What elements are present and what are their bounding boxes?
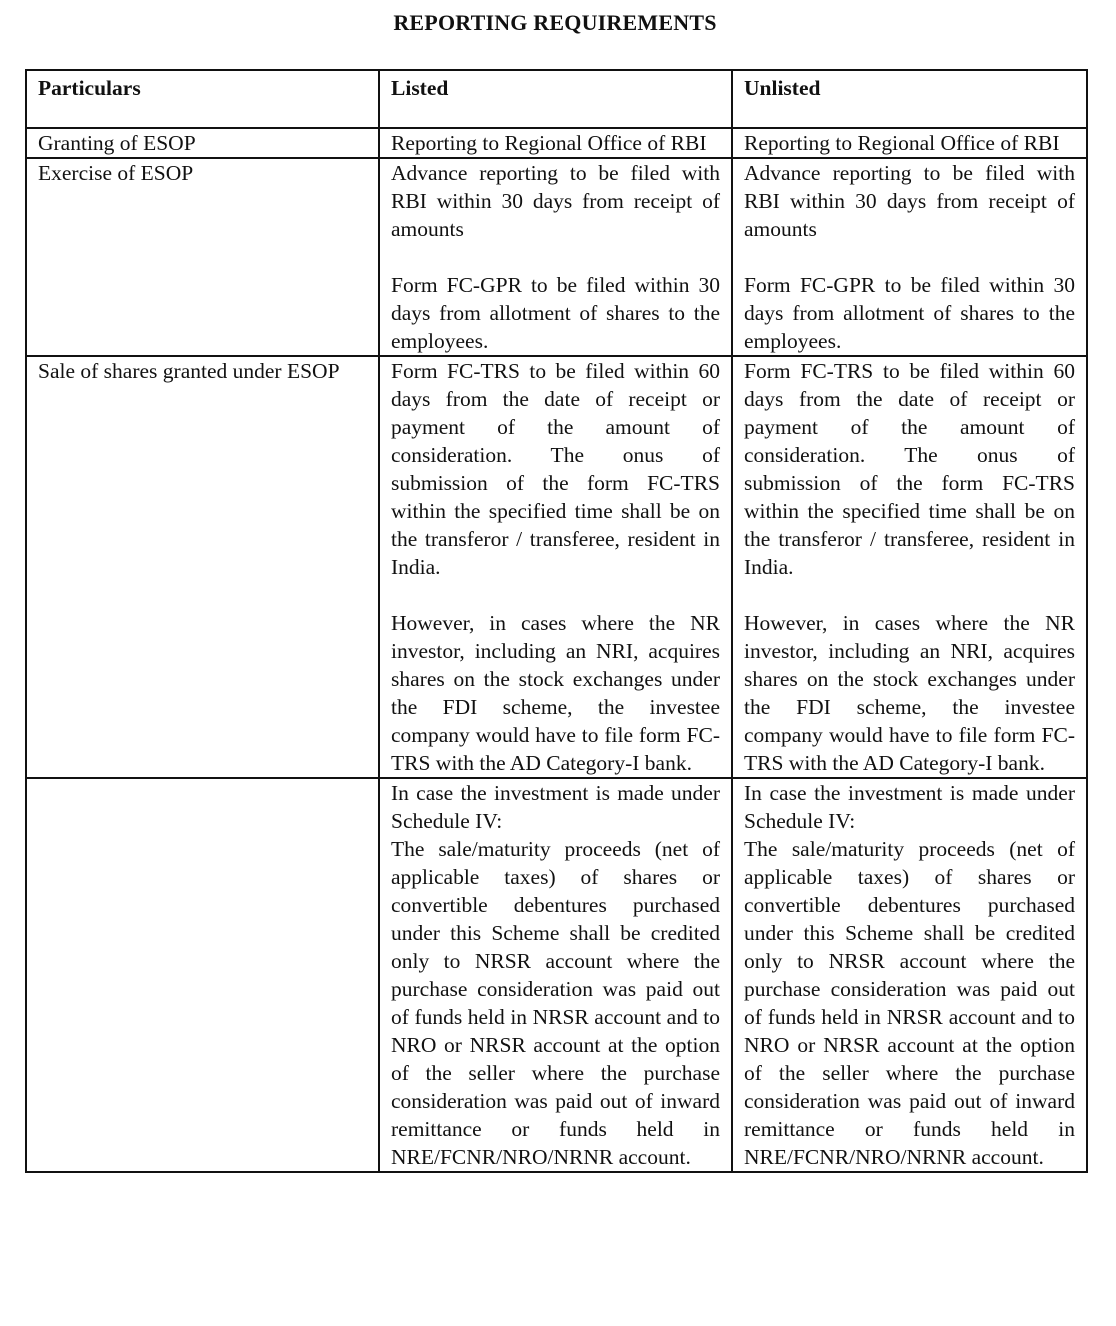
particular-text: Granting of ESOP (38, 131, 196, 155)
particular-cell (26, 356, 379, 778)
listed-text: Form FC-TRS to be filed within 60 days from the date of receipt or payment of the amount of consideration. The onus of submission of the form FC-TRS within the specified time shall be on the transferor / transferee, resident in India. (391, 359, 720, 579)
unlisted-text: Advance reporting to be filed with RBI within 30 days from receipt of amounts (744, 161, 1075, 241)
unlisted-text: However, in cases where the NR investor, including an NRI, acquires shares on the stock exchanges under the FDI scheme, the investee company would have to file form FC-TRS with the AD Category-I bank. (744, 611, 1075, 775)
listed-cell (379, 128, 732, 158)
table-row (26, 158, 1087, 356)
table-row (26, 356, 1087, 778)
page-title: REPORTING REQUIREMENTS (393, 10, 717, 35)
listed-text: In case the investment is made under Schedule IV: (391, 781, 720, 833)
header-particulars: Particulars (26, 70, 379, 128)
header-row (26, 70, 1087, 128)
unlisted-text: The sale/maturity proceeds (net of applicable taxes) of shares or convertible debentures purchased under this Scheme shall be credited only to NRSR account where the purchase consideration was paid out of funds held in NRSR account and to NRO or NRSR account at the option of the seller where the purchase consideration was paid out of inward remittance or funds held in NRE/FCNR/NRO/NRNR account. (744, 837, 1075, 1169)
listed-cell (379, 158, 732, 356)
unlisted-cell (732, 128, 1087, 158)
listed-text: The sale/maturity proceeds (net of applicable taxes) of shares or convertible debentures purchased under this Scheme shall be credited only to NRSR account where the purchase consideration was paid out of funds held in NRSR account and to NRO or NRSR account at the option of the seller where the purchase consideration was paid out of inward remittance or funds held in NRE/FCNR/NRO/NRNR account. (391, 837, 720, 1169)
particular-cell (26, 778, 379, 1172)
listed-text: However, in cases where the NR investor, including an NRI, acquires shares on the stock exchanges under the FDI scheme, the investee company would have to file form FC-TRS with the AD Category-I bank. (391, 611, 720, 775)
particular-text: Sale of shares granted under ESOP (38, 359, 340, 383)
particular-cell (26, 158, 379, 356)
listed-cell (379, 778, 732, 1172)
unlisted-text: Form FC-TRS to be filed within 60 days from the date of receipt or payment of the amount of consideration. The onus of submission of the form FC-TRS within the specified time shall be on the transferor / transferee, resident in India. (744, 359, 1075, 579)
unlisted-text: Reporting to Regional Office of RBI (744, 131, 1060, 155)
particular-text: Exercise of ESOP (38, 161, 194, 185)
unlisted-cell (732, 158, 1087, 356)
reporting-requirements-table (25, 69, 1088, 1173)
header-unlisted: Unlisted (732, 70, 1087, 128)
unlisted-text: In case the investment is made under Schedule IV: (744, 781, 1075, 833)
unlisted-cell (732, 356, 1087, 778)
table-row (26, 128, 1087, 158)
particular-cell (26, 128, 379, 158)
header-listed: Listed (379, 70, 732, 128)
listed-text: Advance reporting to be filed with RBI within 30 days from receipt of amounts (391, 161, 720, 241)
table-row (26, 778, 1087, 1172)
listed-cell (379, 356, 732, 778)
unlisted-text: Form FC-GPR to be filed within 30 days from allotment of shares to the employees. (744, 273, 1075, 353)
listed-text: Reporting to Regional Office of RBI (391, 131, 707, 155)
unlisted-cell (732, 778, 1087, 1172)
listed-text: Form FC-GPR to be filed within 30 days from allotment of shares to the employees. (391, 273, 720, 353)
